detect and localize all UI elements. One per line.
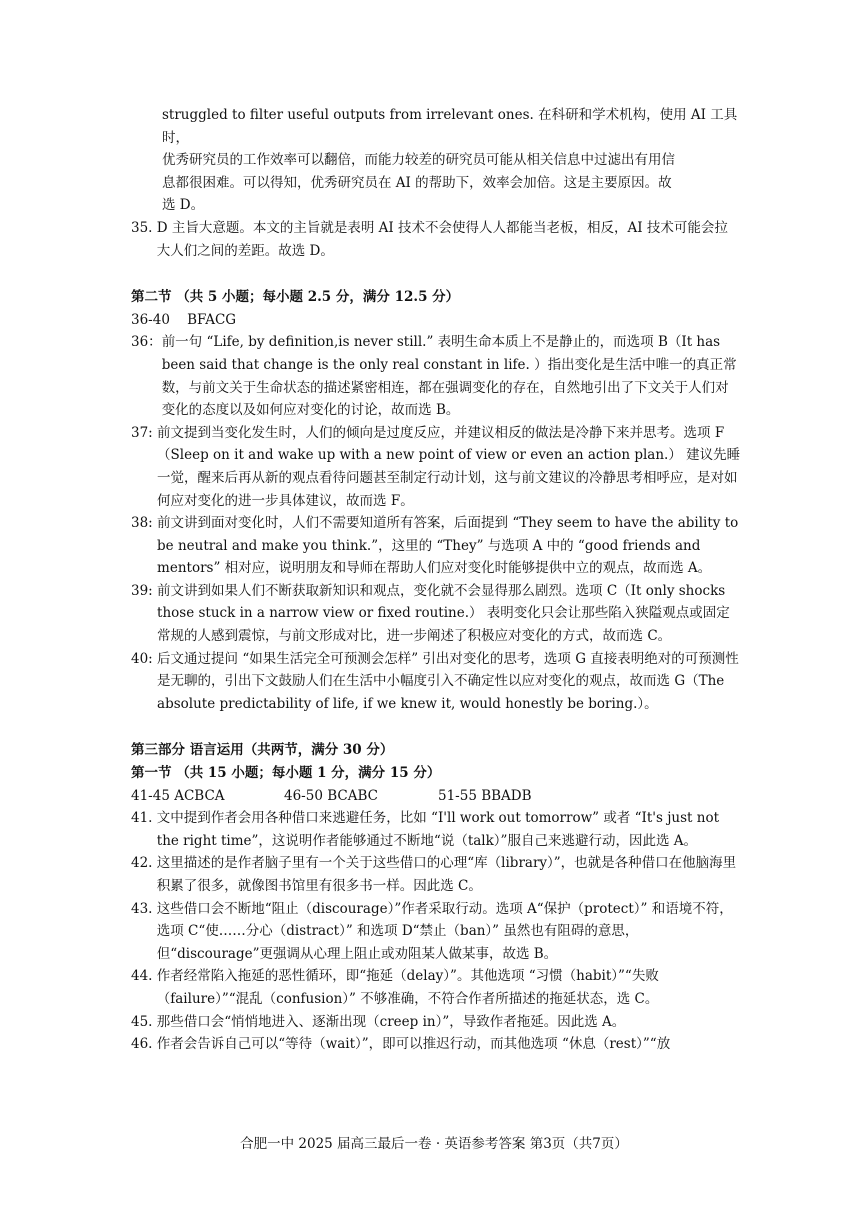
q44-explanation: [131, 965, 741, 1010]
continuation-line-1: struggled to filter useful outputs from irrelevant ones. 在科研和学术机构，使用 AI 工具时，: [162, 107, 738, 146]
q36-text: 前一句 “Life, by definition,is never still.” 表明生命本质上不是静止的，而选项 B（It has been said that change is the only real constant in life. ）指出变化是生活中唯一的真正常数，与前文关于生命状态的描述紧密相连，都在强调变化的存在，自然地引出了下文关于人们对变化的态度以及如何应对变化的讨论，故而选 B。: [161, 334, 737, 419]
q44-number: 44.: [131, 968, 157, 985]
q45-explanation: [131, 1011, 741, 1034]
q42-number: 42.: [131, 855, 157, 872]
q36-number: 36：: [131, 334, 162, 351]
q38-explanation: [131, 512, 741, 580]
q40-text: 后文通过提问 “如果生活完全可预测会怎样” 引出对变化的思考，选项 G 直接表明绝对的可预测性是无聊的，引出下文鼓励人们在生活中小幅度引入不确定性以应对变化的观点，故而选 G（The absolute predictability of life, if we knew it, would honestly be boring.）。: [157, 650, 739, 712]
part-3-heading: 第三部分 语言运用（共两节，满分 30 分）: [131, 742, 394, 759]
answers-51-55: 51-55 BBADB: [438, 787, 532, 804]
q46-text: 作者会告诉自己可以“等待（wait）”，即可以推迟行动，而其他选项 “休息（rest）”“放: [156, 1036, 671, 1053]
q42-explanation: [131, 852, 741, 897]
page-footer: 合肥一中 2025 届高三最后一卷 · 英语参考答案 第3页（共7页）: [240, 1136, 628, 1152]
section-2-heading: 第二节 （共 5 小题；每小题 2.5 分，满分 12.5 分）: [131, 289, 460, 306]
q42-text: 这里描述的是作者脑子里有一个关于这些借口的心理“库（library）”，也就是各种借口在他脑海里积累了很多，就像图书馆里有很多书一样。因此选 C。: [156, 855, 737, 894]
q43-explanation: [131, 898, 741, 966]
q44-text: 作者经常陷入拖延的恶性循环，即“拖延（delay）”。其他选项 “习惯（habit）”“失败（failure）”“混乱（confusion）” 不够准确，不符合作者所描述的拖延状态，选 C。: [156, 968, 659, 1007]
q36-explanation: [131, 331, 741, 421]
q37-text: 前文提到当变化发生时，人们的倾向是过度反应，并建议相反的做法是冷静下来并思考。选项 F（Sleep on it and wake up with a new point of view or even an action plan.） 建议先睡一觉，醒来后再从新的观点看待问题甚至制定行动计划，这与前文建议的冷静思考相呼应，是对如何应对变化的进一步具体建议，故而选 F。: [157, 424, 741, 509]
part-3-answers: [131, 785, 741, 808]
page-content: [131, 104, 741, 1056]
continuation-line-4: 选 D。: [162, 197, 205, 214]
q38-text: 前文讲到面对变化时，人们不需要知道所有答案，后面提到 “They seem to have the ability to be neutral and make you think.”，这里的 “They” 与选项 A 中的 “good friends and mentors” 相对应，说明朋友和导师在帮助人们应对变化时能够提供中立的观点，故而选 A。: [157, 515, 739, 577]
q35-number: 35.: [131, 219, 157, 236]
answers-41-45: 41-45 ACBCA: [131, 787, 225, 804]
q34-continuation: [131, 104, 741, 217]
answers-46-50: 46-50 BCABC: [284, 787, 378, 804]
continuation-line-2: 优秀研究员的工作效率可以翻倍，而能力较差的研究员可能从相关信息中过滤出有用信: [162, 152, 675, 169]
q45-text: 那些借口会“悄悄地进入、逐渐出现（creep in）”，导致作者拖延。因此选 A。: [156, 1013, 626, 1030]
section-2-answers: 36-40 BFACG: [131, 311, 237, 328]
q39-number: 39:: [131, 582, 158, 599]
continuation-line-3: 息都很困难。可以得知，优秀研究员在 AI 的帮助下，效率会加倍。这是主要原因。故: [162, 174, 672, 191]
q39-explanation: [131, 580, 741, 648]
q37-number: 37:: [131, 424, 158, 441]
q41-explanation: [131, 807, 741, 852]
q35-text: D 主旨大意题。本文的主旨就是表明 AI 技术不会使得人人都能当老板，相反，AI 技术可能会拉大人们之间的差距。故选 D。: [156, 219, 728, 259]
q43-text: 这些借口会不断地“阻止（discourage）”作者采取行动。选项 A“保护（protect）” 和语境不符，选项 C“使……分心（distract）” 和选项 D“禁止（ban）” 虽然也有阻碍的意思，但“discourage”更强调从心理上阻止或劝阻某人做某事，故选 B。: [156, 900, 733, 962]
q40-explanation: [131, 648, 741, 716]
q38-number: 38:: [131, 515, 158, 532]
q45-number: 45.: [131, 1013, 157, 1030]
q43-number: 43.: [131, 900, 157, 917]
q40-number: 40:: [131, 650, 158, 667]
q41-number: 41.: [131, 810, 157, 827]
q37-explanation: [131, 422, 741, 512]
q46-number: 46.: [131, 1036, 157, 1053]
q41-text: 文中提到作者会用各种借口来逃避任务，比如 “I'll work out tomorrow” 或者 “It's just not the right time”，这说明作者能够通过不断地“说（talk）”服自己来逃避行动，因此选 A。: [156, 810, 719, 849]
q35-explanation: [131, 217, 741, 262]
q46-explanation: [131, 1033, 741, 1056]
q39-text: 前文讲到如果人们不断获取新知识和观点，变化就不会显得那么剧烈。选项 C（It only shocks those stuck in a narrow view or fixed routine.） 表明变化只会让那些陷入狭隘观点或固定常规的人感到震惊，与前文形成对比，进一步阐述了积极应对变化的方式，故而选 C。: [157, 582, 730, 645]
part-3-section-1-heading: 第一节 （共 15 小题；每小题 1 分，满分 15 分）: [131, 765, 441, 782]
